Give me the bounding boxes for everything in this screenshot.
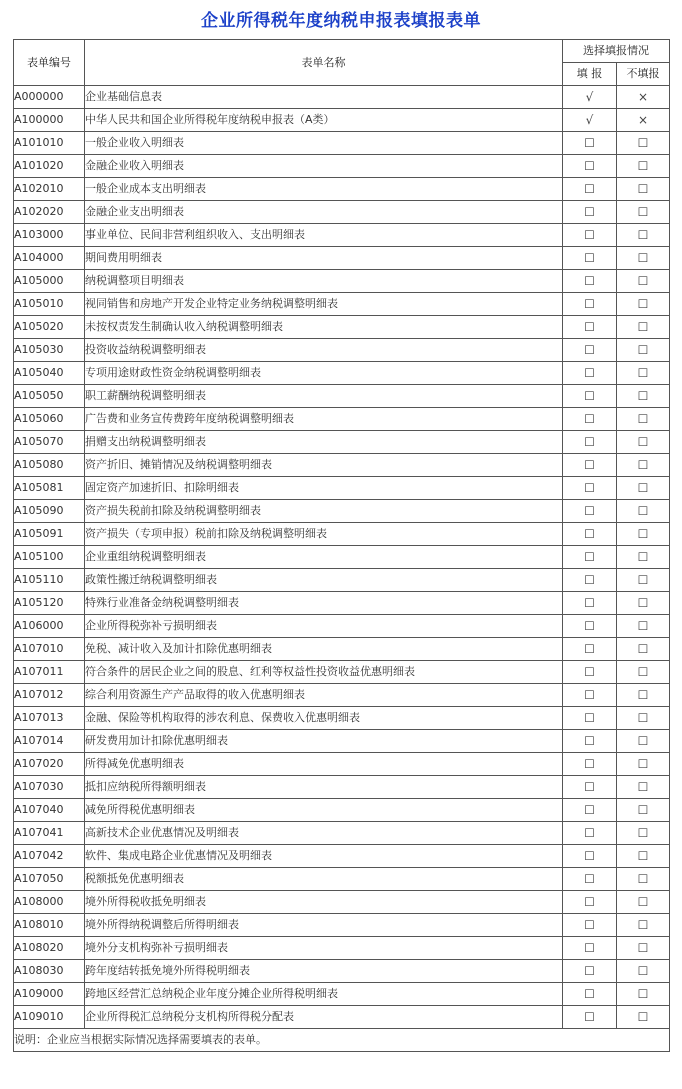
fill-checkbox[interactable]: ☐ <box>563 707 617 730</box>
form-code: A107013 <box>14 707 85 730</box>
fill-checkbox[interactable]: ☐ <box>563 385 617 408</box>
nofill-checkbox[interactable]: ☐ <box>617 293 670 316</box>
form-name: 纳税调整项目明细表 <box>85 270 563 293</box>
form-name: 企业所得税弥补亏损明细表 <box>85 615 563 638</box>
table-row <box>14 684 670 707</box>
table-row <box>14 1006 670 1029</box>
form-code: A105010 <box>14 293 85 316</box>
form-code: A105000 <box>14 270 85 293</box>
nofill-checkbox[interactable]: ☐ <box>617 431 670 454</box>
table-row <box>14 431 670 454</box>
table-row <box>14 937 670 960</box>
form-code: A105091 <box>14 523 85 546</box>
nofill-checkbox[interactable]: ☐ <box>617 799 670 822</box>
fill-checkbox[interactable]: ☐ <box>563 500 617 523</box>
nofill-mark: × <box>617 86 670 109</box>
fill-checkbox[interactable]: ☐ <box>563 684 617 707</box>
form-code: A105040 <box>14 362 85 385</box>
form-code: A107014 <box>14 730 85 753</box>
form-code: A108020 <box>14 937 85 960</box>
table-row <box>14 477 670 500</box>
nofill-checkbox[interactable]: ☐ <box>617 638 670 661</box>
fill-checkbox[interactable]: ☐ <box>563 155 617 178</box>
fill-mark: √ <box>563 86 617 109</box>
table-row <box>14 86 670 109</box>
form-name: 综合利用资源生产产品取得的收入优惠明细表 <box>85 684 563 707</box>
form-name: 抵扣应纳税所得额明细表 <box>85 776 563 799</box>
fill-checkbox[interactable]: ☐ <box>563 408 617 431</box>
fill-checkbox[interactable]: ☐ <box>563 569 617 592</box>
form-code: A105100 <box>14 546 85 569</box>
table-row <box>14 822 670 845</box>
form-code: A107010 <box>14 638 85 661</box>
form-code: A108030 <box>14 960 85 983</box>
nofill-checkbox[interactable]: ☐ <box>617 270 670 293</box>
form-code: A107041 <box>14 822 85 845</box>
form-name: 企业所得税汇总纳税分支机构所得税分配表 <box>85 1006 563 1029</box>
form-code: A105030 <box>14 339 85 362</box>
table-row <box>14 707 670 730</box>
form-name: 符合条件的居民企业之间的股息、红利等权益性投资收益优惠明细表 <box>85 661 563 684</box>
table-row <box>14 615 670 638</box>
nofill-checkbox[interactable]: ☐ <box>617 316 670 339</box>
form-code: A107030 <box>14 776 85 799</box>
form-name: 固定资产加速折旧、扣除明细表 <box>85 477 563 500</box>
table-row <box>14 960 670 983</box>
form-name: 所得减免优惠明细表 <box>85 753 563 776</box>
table-row <box>14 316 670 339</box>
table-row <box>14 569 670 592</box>
nofill-checkbox[interactable]: ☐ <box>617 592 670 615</box>
form-name: 减免所得税优惠明细表 <box>85 799 563 822</box>
fill-checkbox[interactable]: ☐ <box>563 247 617 270</box>
nofill-checkbox[interactable]: ☐ <box>617 362 670 385</box>
form-name: 企业基础信息表 <box>85 86 563 109</box>
form-name: 事业单位、民间非营利组织收入、支出明细表 <box>85 224 563 247</box>
form-code: A107040 <box>14 799 85 822</box>
form-code: A105081 <box>14 477 85 500</box>
nofill-checkbox[interactable]: ☐ <box>617 523 670 546</box>
nofill-checkbox[interactable]: ☐ <box>617 569 670 592</box>
fill-checkbox[interactable]: ☐ <box>563 799 617 822</box>
form-name: 专项用途财政性资金纳税调整明细表 <box>85 362 563 385</box>
form-name: 未按权责发生制确认收入纳税调整明细表 <box>85 316 563 339</box>
fill-checkbox[interactable]: ☐ <box>563 362 617 385</box>
table-row <box>14 776 670 799</box>
table-row <box>14 983 670 1006</box>
form-name: 软件、集成电路企业优惠情况及明细表 <box>85 845 563 868</box>
table-row <box>14 661 670 684</box>
fill-checkbox[interactable]: ☐ <box>563 960 617 983</box>
nofill-checkbox[interactable]: ☐ <box>617 132 670 155</box>
fill-checkbox[interactable]: ☐ <box>563 753 617 776</box>
fill-checkbox[interactable]: ☐ <box>563 822 617 845</box>
form-name: 研发费用加计扣除优惠明细表 <box>85 730 563 753</box>
table-row <box>14 592 670 615</box>
fill-checkbox[interactable]: ☐ <box>563 477 617 500</box>
table-row <box>14 845 670 868</box>
form-code: A109010 <box>14 1006 85 1029</box>
form-code: A109000 <box>14 983 85 1006</box>
form-name: 境外所得纳税调整后所得明细表 <box>85 914 563 937</box>
form-code: A107020 <box>14 753 85 776</box>
form-name: 企业重组纳税调整明细表 <box>85 546 563 569</box>
table-row <box>14 546 670 569</box>
fill-checkbox[interactable]: ☐ <box>563 224 617 247</box>
nofill-checkbox[interactable]: ☐ <box>617 776 670 799</box>
form-code: A105110 <box>14 569 85 592</box>
table-row <box>14 293 670 316</box>
fill-checkbox[interactable]: ☐ <box>563 178 617 201</box>
fill-checkbox[interactable]: ☐ <box>563 132 617 155</box>
table-row <box>14 155 670 178</box>
nofill-checkbox[interactable]: ☐ <box>617 868 670 891</box>
form-name: 金融企业支出明细表 <box>85 201 563 224</box>
footnote: 说明：企业应当根据实际情况选择需要填表的表单。 <box>14 1029 670 1052</box>
header-name: 表单名称 <box>85 40 563 86</box>
fill-checkbox[interactable]: ☐ <box>563 868 617 891</box>
form-code: A101020 <box>14 155 85 178</box>
table-row <box>14 638 670 661</box>
fill-checkbox[interactable]: ☐ <box>563 914 617 937</box>
nofill-checkbox[interactable]: ☐ <box>617 385 670 408</box>
form-code: A107042 <box>14 845 85 868</box>
nofill-checkbox[interactable]: ☐ <box>617 661 670 684</box>
form-code: A106000 <box>14 615 85 638</box>
form-code: A105020 <box>14 316 85 339</box>
form-name: 高新技术企业优惠情况及明细表 <box>85 822 563 845</box>
fill-checkbox[interactable]: ☐ <box>563 270 617 293</box>
nofill-checkbox[interactable]: ☐ <box>617 477 670 500</box>
form-name: 捐赠支出纳税调整明细表 <box>85 431 563 454</box>
nofill-mark: × <box>617 109 670 132</box>
form-code: A105050 <box>14 385 85 408</box>
fill-checkbox[interactable]: ☐ <box>563 776 617 799</box>
nofill-checkbox[interactable]: ☐ <box>617 178 670 201</box>
table-row <box>14 753 670 776</box>
form-name: 资产损失（专项申报）税前扣除及纳税调整明细表 <box>85 523 563 546</box>
nofill-checkbox[interactable]: ☐ <box>617 615 670 638</box>
header-code: 表单编号 <box>14 40 85 86</box>
form-code: A101010 <box>14 132 85 155</box>
form-code: A105120 <box>14 592 85 615</box>
fill-checkbox[interactable]: ☐ <box>563 546 617 569</box>
form-code: A107012 <box>14 684 85 707</box>
form-rows <box>14 86 670 1029</box>
header-nofill: 不填报 <box>617 63 670 86</box>
fill-checkbox[interactable]: ☐ <box>563 431 617 454</box>
form-name: 视同销售和房地产开发企业特定业务纳税调整明细表 <box>85 293 563 316</box>
table-row <box>14 730 670 753</box>
nofill-checkbox[interactable]: ☐ <box>617 707 670 730</box>
form-code: A108000 <box>14 891 85 914</box>
form-title: 企业所得税年度纳税申报表填报表单 <box>201 11 481 31</box>
fill-checkbox[interactable]: ☐ <box>563 937 617 960</box>
nofill-checkbox[interactable]: ☐ <box>617 339 670 362</box>
form-name: 政策性搬迁纳税调整明细表 <box>85 569 563 592</box>
fill-checkbox[interactable]: ☐ <box>563 339 617 362</box>
form-code: A108010 <box>14 914 85 937</box>
form-name: 金融企业收入明细表 <box>85 155 563 178</box>
fill-checkbox[interactable]: ☐ <box>563 845 617 868</box>
fill-checkbox[interactable]: ☐ <box>563 201 617 224</box>
nofill-checkbox[interactable]: ☐ <box>617 822 670 845</box>
nofill-checkbox[interactable]: ☐ <box>617 730 670 753</box>
form-code: A107011 <box>14 661 85 684</box>
table-row <box>14 500 670 523</box>
form-name: 境外分支机构弥补亏损明细表 <box>85 937 563 960</box>
nofill-checkbox[interactable]: ☐ <box>617 753 670 776</box>
form-name: 投资收益纳税调整明细表 <box>85 339 563 362</box>
table-row <box>14 178 670 201</box>
form-code: A102010 <box>14 178 85 201</box>
nofill-checkbox[interactable]: ☐ <box>617 891 670 914</box>
form-name: 一般企业收入明细表 <box>85 132 563 155</box>
table-row <box>14 109 670 132</box>
nofill-checkbox[interactable]: ☐ <box>617 937 670 960</box>
nofill-checkbox[interactable]: ☐ <box>617 408 670 431</box>
fill-checkbox[interactable]: ☐ <box>563 638 617 661</box>
nofill-checkbox[interactable]: ☐ <box>617 224 670 247</box>
table-row <box>14 523 670 546</box>
fill-checkbox[interactable]: ☐ <box>563 293 617 316</box>
form-name: 税额抵免优惠明细表 <box>85 868 563 891</box>
form-code: A104000 <box>14 247 85 270</box>
nofill-checkbox[interactable]: ☐ <box>617 201 670 224</box>
fill-mark: √ <box>563 109 617 132</box>
form-name: 广告费和业务宣传费跨年度纳税调整明细表 <box>85 408 563 431</box>
form-code: A105080 <box>14 454 85 477</box>
nofill-checkbox[interactable]: ☐ <box>617 247 670 270</box>
form-code: A000000 <box>14 86 85 109</box>
fill-checkbox[interactable]: ☐ <box>563 523 617 546</box>
form-name: 期间费用明细表 <box>85 247 563 270</box>
nofill-checkbox[interactable]: ☐ <box>617 546 670 569</box>
nofill-checkbox[interactable]: ☐ <box>617 960 670 983</box>
fill-checkbox[interactable]: ☐ <box>563 1006 617 1029</box>
form-name: 资产折旧、摊销情况及纳税调整明细表 <box>85 454 563 477</box>
form-name: 职工薪酬纳税调整明细表 <box>85 385 563 408</box>
table-row <box>14 868 670 891</box>
table-row <box>14 799 670 822</box>
fill-checkbox[interactable]: ☐ <box>563 891 617 914</box>
table-row <box>14 891 670 914</box>
nofill-checkbox[interactable]: ☐ <box>617 845 670 868</box>
fill-checkbox[interactable]: ☐ <box>563 592 617 615</box>
form-name: 中华人民共和国企业所得税年度纳税申报表（A类） <box>85 109 563 132</box>
table-row <box>14 408 670 431</box>
table-row <box>14 385 670 408</box>
form-code: A105090 <box>14 500 85 523</box>
form-list-table <box>13 39 670 1052</box>
table-row <box>14 224 670 247</box>
table-row <box>14 201 670 224</box>
nofill-checkbox[interactable]: ☐ <box>617 684 670 707</box>
header-select: 选择填报情况 <box>563 40 670 63</box>
form-code: A103000 <box>14 224 85 247</box>
form-name: 免税、减计收入及加计扣除优惠明细表 <box>85 638 563 661</box>
form-name: 一般企业成本支出明细表 <box>85 178 563 201</box>
fill-checkbox[interactable]: ☐ <box>563 983 617 1006</box>
nofill-checkbox[interactable]: ☐ <box>617 155 670 178</box>
form-code: A105060 <box>14 408 85 431</box>
fill-checkbox[interactable]: ☐ <box>563 454 617 477</box>
form-name: 金融、保险等机构取得的涉农利息、保费收入优惠明细表 <box>85 707 563 730</box>
nofill-checkbox[interactable]: ☐ <box>617 454 670 477</box>
form-name: 跨地区经营汇总纳税企业年度分摊企业所得税明细表 <box>85 983 563 1006</box>
fill-checkbox[interactable]: ☐ <box>563 730 617 753</box>
form-code: A107050 <box>14 868 85 891</box>
table-row <box>14 914 670 937</box>
nofill-checkbox[interactable]: ☐ <box>617 914 670 937</box>
header-fill: 填 报 <box>563 63 617 86</box>
form-name: 境外所得税收抵免明细表 <box>85 891 563 914</box>
nofill-checkbox[interactable]: ☐ <box>617 500 670 523</box>
table-row <box>14 339 670 362</box>
form-name: 特殊行业准备金纳税调整明细表 <box>85 592 563 615</box>
form-code: A102020 <box>14 201 85 224</box>
form-name: 跨年度结转抵免境外所得税明细表 <box>85 960 563 983</box>
fill-checkbox[interactable]: ☐ <box>563 316 617 339</box>
fill-checkbox[interactable]: ☐ <box>563 661 617 684</box>
nofill-checkbox[interactable]: ☐ <box>617 1006 670 1029</box>
table-row <box>14 270 670 293</box>
table-row <box>14 362 670 385</box>
form-code: A105070 <box>14 431 85 454</box>
form-name: 资产损失税前扣除及纳税调整明细表 <box>85 500 563 523</box>
form-code: A100000 <box>14 109 85 132</box>
table-row <box>14 454 670 477</box>
table-row <box>14 247 670 270</box>
table-row <box>14 132 670 155</box>
fill-checkbox[interactable]: ☐ <box>563 615 617 638</box>
nofill-checkbox[interactable]: ☐ <box>617 983 670 1006</box>
